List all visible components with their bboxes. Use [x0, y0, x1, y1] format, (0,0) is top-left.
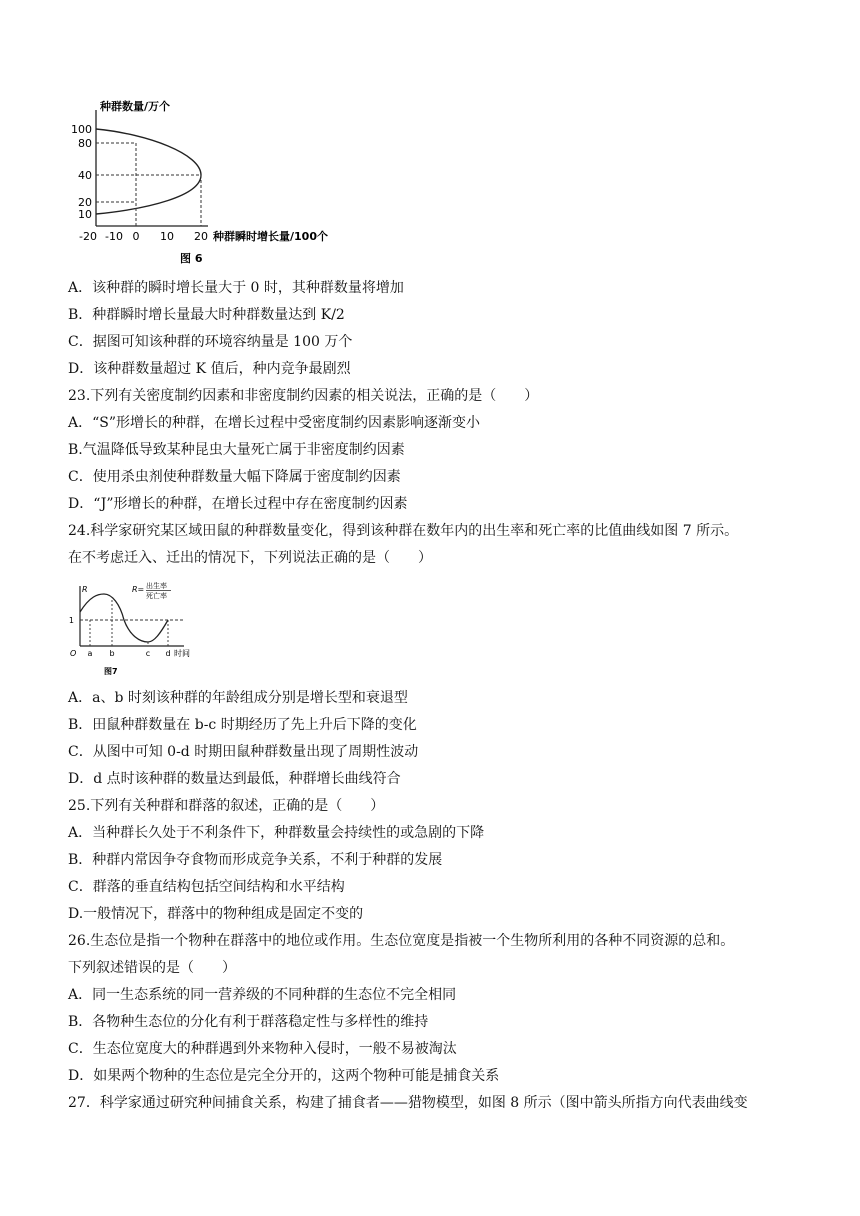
- q23-stem: 23.下列有关密度制约因素和非密度制约因素的相关说法，正确的是（ ）: [68, 388, 539, 404]
- y-tick-80: 80: [78, 137, 92, 150]
- q23-option-c: C．使用杀虫剂使种群数量大幅下降属于密度制约因素: [68, 469, 401, 485]
- y-axis-label: 种群数量/万个: [100, 100, 171, 113]
- x-tick-c: c: [145, 649, 151, 658]
- y-tick-20: 20: [78, 196, 92, 209]
- q24-stem-line2: 在不考虑迁入、迁出的情况下，下列说法正确的是（ ）: [68, 550, 432, 566]
- x-tick-20: 20: [194, 230, 208, 243]
- x-tick-0: 0: [132, 230, 140, 243]
- q23-option-d: D．“J”形增长的种群，在增长过程中存在密度制约因素: [68, 496, 408, 512]
- q23-option-b: B.气温降低导致某种昆虫大量死亡属于非密度制约因素: [68, 442, 405, 458]
- q27-stem-line1: 27．科学家通过研究种间捕食关系，构建了捕食者——猎物模型，如图 8 所示（图中箭头所指方向代表曲线变: [68, 1095, 748, 1111]
- figure-6: [68, 96, 338, 271]
- q25-option-a: A．当种群长久处于不利条件下，种群数量会持续性的或急剧的下降: [68, 825, 485, 841]
- q25-option-c: C．群落的垂直结构包括空间结构和水平结构: [68, 879, 345, 895]
- x-tick-10: 10: [160, 230, 174, 243]
- figure-7: [68, 578, 208, 682]
- figure-7-chart: [68, 578, 208, 682]
- x-tick-a: a: [87, 649, 93, 658]
- q24-option-a: A．a、b 时刻该种群的年龄组成分别是增长型和衰退型: [68, 690, 408, 706]
- q22-option-a: A．该种群的瞬时增长量大于 0 时，其种群数量将增加: [68, 280, 404, 296]
- formula-denominator: 死亡率: [146, 592, 167, 600]
- x-tick-neg20: -20: [79, 230, 97, 243]
- x-axis-label: 时间: [174, 649, 190, 658]
- y-axis-label: R: [82, 585, 88, 594]
- x-axis-label: 种群瞬时增长量/100个: [213, 230, 328, 243]
- q26-option-a: A．同一生态系统的同一营养级的不同种群的生态位不完全相同: [68, 987, 457, 1003]
- origin-label: O: [70, 649, 77, 658]
- figure-7-caption: 图7: [104, 667, 118, 676]
- q25-option-b: B．种群内常因争夺食物而形成竞争关系，不利于种群的发展: [68, 852, 443, 868]
- q26-option-c: C．生态位宽度大的种群遇到外来物种入侵时，一般不易被淘汰: [68, 1041, 457, 1057]
- curve: [96, 129, 201, 214]
- y-tick-100: 100: [71, 123, 92, 136]
- figure-6-chart: [68, 96, 338, 271]
- x-tick-b: b: [109, 649, 115, 658]
- q26-option-b: B．各物种生态位的分化有利于群落稳定性与多样性的维持: [68, 1014, 429, 1030]
- q26-stem-line1: 26.生态位是指一个物种在群落中的地位或作用。生态位宽度是指被一个生物所利用的各种不同资源的总和。: [68, 933, 735, 949]
- y-tick-40: 40: [78, 169, 92, 182]
- q23-option-a: A．“S”形增长的种群，在增长过程中受密度制约因素影响逐渐变小: [68, 415, 481, 431]
- q22-option-c: C．据图可知该种群的环境容纳量是 100 万个: [68, 334, 353, 350]
- y-tick-1: 1: [68, 616, 74, 625]
- y-tick-10: 10: [78, 208, 92, 221]
- q25-stem: 25.下列有关种群和群落的叙述，正确的是（ ）: [68, 798, 385, 814]
- formula-prefix: R=: [132, 585, 145, 594]
- q25-option-d: D.一般情况下，群落中的物种组成是固定不变的: [68, 906, 364, 922]
- q24-option-b: B．田鼠种群数量在 b-c 时期经历了先上升后下降的变化: [68, 717, 417, 733]
- q26-option-d: D．如果两个物种的生态位是完全分开的，这两个物种可能是捕食关系: [68, 1068, 500, 1084]
- r-curve: [80, 594, 168, 642]
- q24-option-c: C．从图中可知 0-d 时期田鼠种群数量出现了周期性波动: [68, 744, 419, 760]
- q24-stem-line1: 24.科学家研究某区域田鼠的种群数量变化，得到该种群在数年内的出生率和死亡率的比值曲线如图 7 所示。: [68, 523, 739, 539]
- x-tick-neg10: -10: [105, 230, 123, 243]
- q22-option-d: D．该种群数量超过 K 值后，种内竞争最剧烈: [68, 361, 351, 377]
- x-tick-d: d: [165, 649, 171, 658]
- q22-option-b: B．种群瞬时增长量最大时种群数量达到 K/2: [68, 307, 345, 323]
- figure-6-caption: 图 6: [180, 252, 203, 265]
- formula-numerator: 出生率: [146, 582, 167, 590]
- q24-option-d: D．d 点时该种群的数量达到最低，种群增长曲线符合: [68, 771, 401, 787]
- q26-stem-line2: 下列叙述错误的是（ ）: [68, 960, 236, 976]
